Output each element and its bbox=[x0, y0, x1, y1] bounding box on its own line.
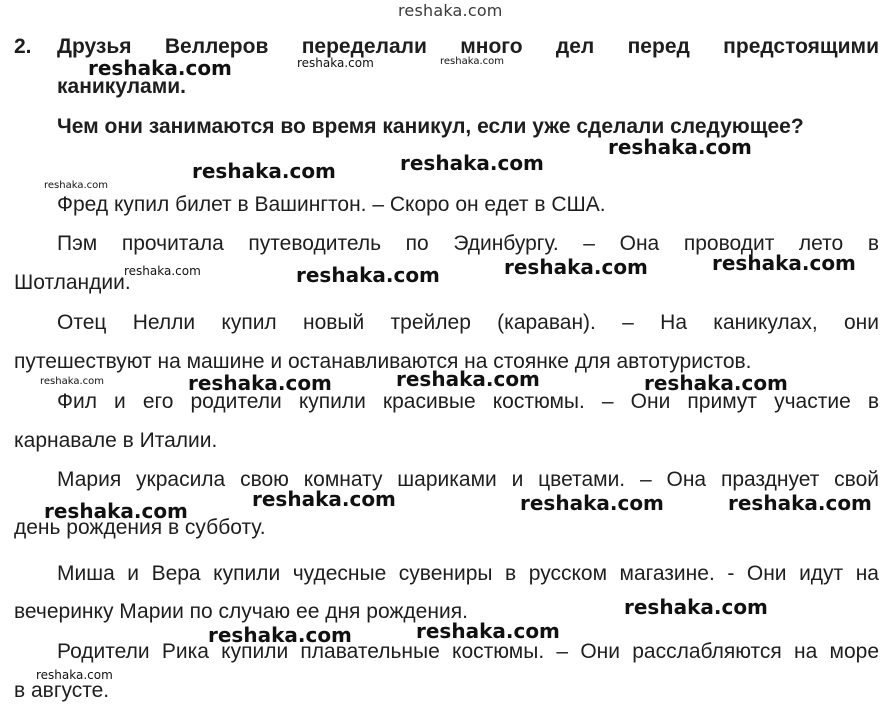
watermark: reshaka.com bbox=[208, 623, 352, 647]
task-heading-line2: каникулами. bbox=[57, 75, 186, 98]
paragraph-pam-line1: Пэм прочитала путеводитель по Эдинбургу. – Она проводит лето в bbox=[57, 233, 879, 255]
paragraph-nelly-line2: путешествуют на машине и останавливаются на стоянке для автотуристов. bbox=[14, 350, 752, 373]
watermark: reshaka.com bbox=[416, 619, 560, 643]
watermark: reshaka.com bbox=[188, 371, 332, 395]
watermark: reshaka.com bbox=[88, 56, 232, 80]
watermark: reshaka.com bbox=[36, 668, 113, 682]
paragraph-maria-line2: день рождения в субботу. bbox=[14, 516, 266, 539]
paragraph-rick-line2: в августе. bbox=[14, 679, 110, 702]
watermark: reshaka.com bbox=[296, 263, 440, 287]
paragraph-fred: Фред купил билет в Вашингтон. – Скоро он едет в США. bbox=[57, 193, 606, 216]
paragraph-phil-line1: Фил и его родители купили красивые костюмы. – Они примут участие в bbox=[57, 391, 879, 413]
paragraph-misha-line1: Миша и Вера купили чудесные сувениры в русском магазине. - Они идут на bbox=[57, 563, 879, 585]
paragraph-maria-line1: Мария украсила свою комнату шариками и цветами. – Она празднует свой bbox=[57, 469, 879, 491]
watermark: reshaka.com bbox=[712, 251, 856, 275]
paragraph-rick-line1: Родители Рика купили плавательные костюмы. – Они расслабляются на море bbox=[57, 641, 879, 663]
watermark: reshaka.com bbox=[728, 491, 872, 515]
watermark: reshaka.com bbox=[400, 151, 544, 175]
header-watermark: reshaka.com bbox=[398, 1, 503, 20]
watermark: reshaka.com bbox=[608, 135, 752, 159]
watermark: reshaka.com bbox=[520, 491, 664, 515]
watermark: reshaka.com bbox=[644, 371, 788, 395]
paragraph-phil-line2: карнавале в Италии. bbox=[14, 429, 218, 452]
watermark: reshaka.com bbox=[297, 56, 374, 70]
paragraph-nelly-line1: Отец Нелли купил новый трейлер (караван). – На каникулах, они bbox=[57, 312, 879, 334]
watermark: reshaka.com bbox=[44, 180, 108, 191]
watermark: reshaka.com bbox=[504, 255, 648, 279]
watermark: reshaka.com bbox=[624, 595, 768, 619]
task-question: Чем они занимаются во время каникул, если уже сделали следующее? bbox=[57, 115, 804, 138]
watermark: reshaka.com bbox=[40, 376, 104, 387]
watermark: reshaka.com bbox=[44, 499, 188, 523]
paragraph-pam-line2: Шотландии. bbox=[14, 271, 131, 294]
task-heading-line1: Друзья Веллеров переделали много дел перед предстоящими bbox=[57, 35, 879, 58]
paragraph-misha-line2: вечеринку Марии по случаю ее дня рождения. bbox=[14, 600, 468, 623]
watermark: reshaka.com bbox=[252, 487, 396, 511]
watermark: reshaka.com bbox=[396, 367, 540, 391]
task-number: 2. bbox=[14, 35, 32, 58]
watermark: reshaka.com bbox=[440, 56, 504, 67]
watermark: reshaka.com bbox=[192, 159, 336, 183]
watermark: reshaka.com bbox=[124, 264, 201, 278]
